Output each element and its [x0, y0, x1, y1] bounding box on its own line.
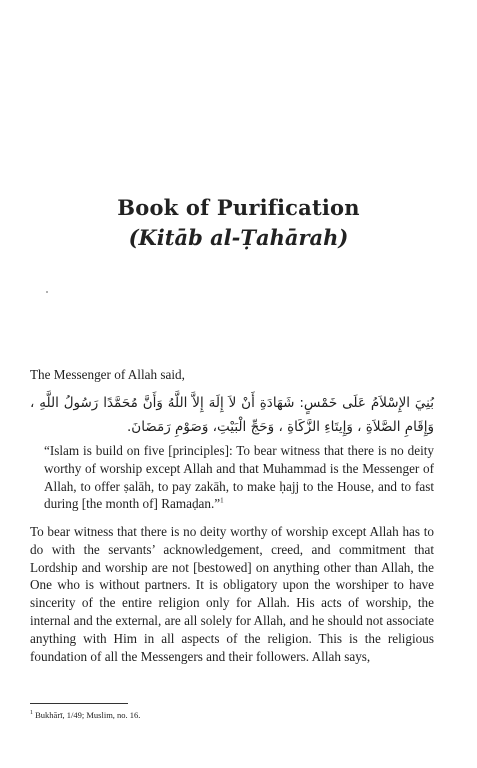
explanation-paragraph: To bear witness that there is no deity worthy of worship except Allah has to do with the servants’ acknowledgement, creed, and commitment that Lordship and worship are not [bestowed] on anything other than Allah, the One who is without partners. It is obligatory upon the worshiper to have sincerity of the entire religion only for Allah. His acts of worship, the internal and the external, are all solely for Allah, and he should not associate anything with Him in all aspects of the religion. This is the religious foundation of all the Messengers and their followers. Allah says,	[30, 524, 434, 664]
footnote-reference[interactable]: 1	[220, 497, 224, 505]
footnote-divider	[30, 703, 128, 704]
hadith-translation-text: “Islam is build on five [principles]: To bear witness that there is no deity worthy of worship except Allah and that Muhammad is the Messenger of Allah, to offer ṣalāh, to pay zakāh, to make ḥajj to the House, and to fast during [the month of] Ramaḍan.”	[44, 443, 434, 512]
hadith-intro: The Messenger of Allah said,	[30, 367, 185, 382]
hadith-translation	[30, 442, 434, 513]
chapter-heading	[0, 193, 477, 253]
arabic-hadith-text: بُنِيَ الإِسْلاَمُ عَلَى خَمْسٍ: شَهَادَةِ أَنْ لاَ إِلَهَ إِلاَّ اللَّهُ وَأَنَّ مُحَمَّدًا رَسُولُ اللَّهِ ، وَإِقَامِ الصَّلاَةِ ، وَإِيتَاءِ الزَّكَاةِ ، وَحَجِّ الْبَيْتِ، وَصَوْمِ رَمَضَانَ.	[30, 395, 434, 435]
footnote-marker: 1	[30, 710, 33, 717]
chapter-subtitle: (Kitāb al-Ṭahārah)	[128, 225, 349, 250]
footnote-text: Bukhārī, 1/49; Muslim, no. 16.	[35, 710, 141, 720]
chapter-title: Book of Purification	[117, 195, 360, 220]
footnote	[30, 709, 434, 721]
scan-speck	[46, 291, 48, 293]
